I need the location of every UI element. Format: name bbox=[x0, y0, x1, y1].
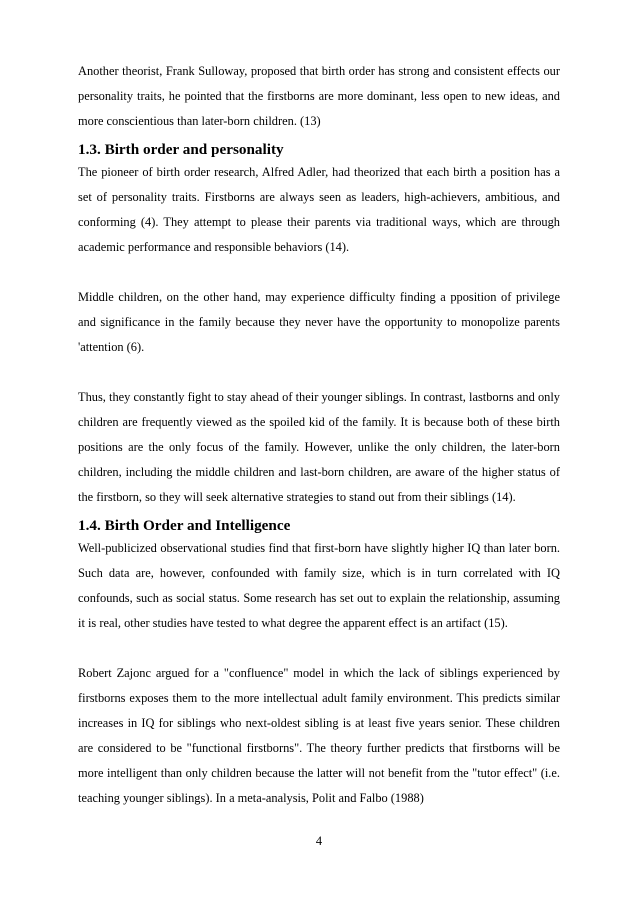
section-heading-birth-order-personality: 1.3. Birth order and personality bbox=[78, 141, 284, 158]
paragraph-observational-studies: Well-publicized observational studies find that first-born have slightly higher IQ than later born. Such data are, however, confounded with family size, which is in turn correlated with IQ confounds, such as social status. Some research has set out to explain the relationship, assuming it is real, other studies have tested to what degree the apparent effect is an artifact (15). bbox=[78, 541, 560, 630]
paragraph-spacer bbox=[78, 636, 560, 661]
page-number: 4 bbox=[315, 834, 323, 848]
paragraph-lastborns: Thus, they constantly fight to stay ahead of their younger siblings. In contrast, lastborns and only children are frequently viewed as the spoiled kid of the family. It is because both of these birth positions are the only focus of the family. However, unlike the only children, the later-born children, including the middle children and last-born children, are aware of the higher status of the firstborn, so they will seek alternative strategies to stand out from their siblings (14). bbox=[78, 390, 560, 504]
paragraph-middle-children: Middle children, on the other hand, may experience difficulty finding a pposition of privilege and significance in the family because they never have the opportunity to monopolize parents 'attention (6). bbox=[78, 290, 560, 354]
paragraph-sulloway: Another theorist, Frank Sulloway, proposed that birth order has strong and consistent effects our personality traits, he pointed that the firstborns are more dominant, less open to new ideas, and more conscientious than later-born children. (13) bbox=[78, 64, 560, 128]
paragraph-spacer bbox=[78, 360, 560, 385]
paragraph-zajonc: Robert Zajonc argued for a "confluence" model in which the lack of siblings experienced by firstborns exposes them to the more intellectual adult family environment. This predicts similar increases in IQ for siblings who next-oldest sibling is at least five years senior. These children are considered to be "functional firstborns". The theory further predicts that firstborns will be more intelligent than only children because the latter will not benefit from the "tutor effect" (i.e. teaching younger siblings). In a meta-analysis, Polit and Falbo (1988) bbox=[78, 666, 560, 805]
paragraph-spacer bbox=[78, 260, 560, 285]
paragraph-adler: The pioneer of birth order research, Alfred Adler, had theorized that each birth a position has a set of personality traits. Firstborns are always seen as leaders, high-achievers, ambitious, and conforming (4). They attempt to please their parents via traditional ways, which are through academic performance and responsible behaviors (14). bbox=[78, 165, 560, 254]
page-body bbox=[78, 59, 560, 811]
section-heading-birth-order-intelligence: 1.4. Birth Order and Intelligence bbox=[78, 517, 291, 534]
